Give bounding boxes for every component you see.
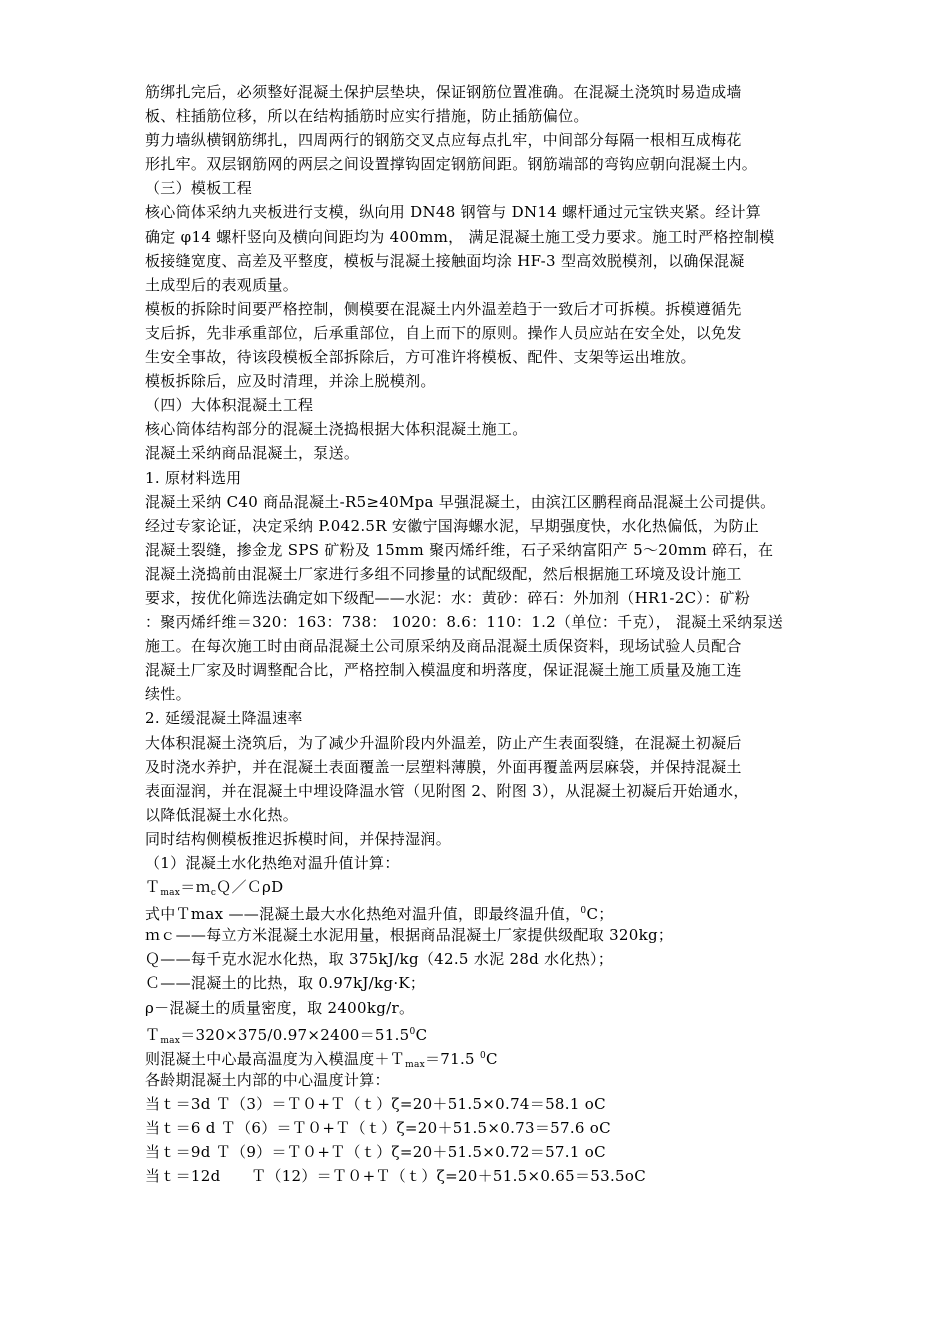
text-line: 同时结构侧模板推迟拆模时间，并保持湿润。 [145,829,452,848]
text-line: 混凝土浇捣前由混凝土厂家进行多组不同掺量的试配级配，然后根据施工环境及设计施工 [145,564,742,583]
formula-subscript: max [160,1035,181,1046]
formula-part: 则混凝土中心最高温度为入模温度＋Ｔ [145,1049,406,1068]
formula-center-temp [145,1044,825,1068]
text-line: 经过专家论证，决定采纳 P.042.5R 安徽宁国海螺水泥，早期强度快，水化热偏低，为防止 [145,516,760,535]
text-line: 混凝土采纳 C40 商品混凝土-R5≥40Mpa 早强混凝土，由滨江区鹏程商品混凝土公司提供。 [145,492,776,511]
text-line: 支后拆，先非承重部位，后承重部位，自上而下的原则。操作人员应站在安全处，以免发 [145,323,742,342]
text-line: 以降低混凝土水化热。 [145,805,299,824]
definition-line [145,899,825,923]
formula-subscript: max [405,1059,425,1070]
formula-part: ＝71.5 [425,1049,480,1068]
formula-part: Ｔ [145,878,161,897]
superscript: 0 [409,1026,416,1037]
formula-part: Ｑ／ＣρD [216,878,284,897]
definition-line: Ｑ——每千克水泥水化热，取 375kJ/kg（42.5 水泥 28d 水化热）； [145,950,614,969]
text-line: 板、柱插筋位移，所以在结构插筋时应实行措施，防止插筋偏位。 [145,107,589,126]
text-line: 施工。在每次施工时由商品混凝土公司原采纳及商品混凝土质保资料，现场试验人员配合 [145,637,742,656]
text-line: ：聚丙烯纤维＝320：163：738： 1020：8.6：110：1.2（单位：千克）， 混凝土采纳泵送 [145,613,784,632]
text-line: 续性。 [145,685,191,704]
subsection-heading: 2. 延缓混凝土降温速率 [145,709,303,728]
text-line: 混凝土裂缝，掺金龙 SPS 矿粉及 15mm 聚丙烯纤维，石子采纳富阳产 5～20mm 碎石，在 [145,540,774,559]
text-line: （1）混凝土水化热绝对温升值计算： [145,854,400,872]
text-line: 剪力墙纵横钢筋绑扎，四周两行的钢筋交叉点应每点扎牢，中间部分每隔一根相互成梅花 [145,131,742,150]
superscript: 0 [580,906,587,917]
text-line: 板接缝宽度、高差及平整度，模板与混凝土接触面均涂 HF-3 型高效脱模剂，以确保混凝 [145,251,745,270]
text-line: 表面湿润，并在混凝土中埋设降温水管（见附图 2、附图 3），从混凝土初凝后开始通水， [145,781,749,800]
text-line: 模板的拆除时间要严格控制，侧模要在混凝土内外温差趋于一致后才可拆模。拆模遵循先 [145,299,742,318]
document-body [145,80,825,1188]
definition-text: 式中Ｔmax ——混凝土最大水化热绝对温升值，即最终温升值， [145,905,581,924]
text-line: 土成型后的表观质量。 [145,275,299,294]
text-line: 混凝土采纳商品混凝土，泵送。 [145,444,360,463]
text-line: 筋绑扎完后，必须整好混凝土保护层垫块，保证钢筋位置准确。在混凝土浇筑时易造成墙 [145,83,742,101]
text-line: 各龄期混凝土内部的中心温度计算： [145,1070,390,1089]
text-line: 模板拆除后，应及时清理，并涂上脱模剂。 [145,372,436,391]
calc-line: 当ｔ＝6 d Ｔ（6）＝Ｔ０+Ｔ（ｔ）ζ=20＋51.5×0.73＝57.6 oC [145,1119,611,1138]
formula-part: C [415,1025,428,1044]
section-heading: （三）模板工程 [145,179,253,198]
text-line: 核心筒体采纳九夹板进行支模，纵向用 DN48 钢管与 DN14 螺杆通过元宝铁夹紧。经计算 [145,203,762,222]
text-line: 及时浇水养护，并在混凝土表面覆盖一层塑料薄膜，外面再覆盖两层麻袋，并保持混凝土 [145,757,742,776]
formula-tmax [145,875,825,899]
definition-line: ｍｃ——每立方米混凝土水泥用量，根据商品混凝土厂家提供级配取 320kg； [145,926,674,945]
formula-subscript: max [160,888,181,899]
text-line: 生安全事故，待该段模板全部拆除后，方可准许将模板、配件、支架等运出堆放。 [145,348,696,367]
formula-result [145,1020,825,1044]
text-line: 形扎牢。双层钢筋网的两层之间设置撑钩固定钢筋间距。钢筋端部的弯钩应朝向混凝土内。 [145,155,758,174]
text-line: 混凝土厂家及时调整配合比，严格控制入模温度和坍落度，保证混凝土施工质量及施工连 [145,661,742,680]
formula-part: ＝320×375/0.97×2400＝51.5 [180,1025,410,1044]
formula-part: Ｔ [145,1025,161,1044]
formula-subscript: c [210,888,217,899]
calc-line: 当ｔ＝9d Ｔ（9）＝Ｔ０+Ｔ（ｔ）ζ=20＋51.5×0.72＝57.1 oC [145,1143,606,1162]
subsection-heading: 1. 原材料选用 [145,468,242,487]
text-line: 要求，按优化筛选法确定如下级配——水泥：水：黄砂：碎石：外加剂（HR1-2C）：矿粉 [145,588,751,607]
definition-line: Ｃ——混凝土的比热，取 0.97kJ/kg·K； [145,974,426,993]
text-line: 核心筒体结构部分的混凝土浇捣根据大体积混凝土施工。 [145,420,528,439]
calc-line: 当ｔ＝3d Ｔ（3）＝Ｔ０+Ｔ（ｔ）ζ=20＋51.5×0.74＝58.1 oC [145,1094,606,1113]
definition-text: C； [586,905,614,924]
calc-line: 当ｔ＝12d Ｔ（12）＝Ｔ０+Ｔ（ｔ）ζ=20＋51.5×0.65＝53.5oC [145,1167,647,1186]
formula-part: ＝ｍ [180,878,211,897]
definition-line: ρ－混凝土的质量密度，取 2400kg/r。 [145,998,415,1017]
formula-part: C [486,1049,498,1068]
text-line: 大体积混凝土浇筑后，为了减少升温阶段内外温差，防止产生表面裂缝，在混凝土初凝后 [145,733,742,752]
section-heading: （四）大体积混凝土工程 [145,396,314,415]
text-line: 确定 φ14 螺杆竖向及横向间距均为 400mm， 满足混凝土施工受力要求。施工时严格控制模 [145,227,775,246]
superscript: 0 [479,1050,486,1061]
